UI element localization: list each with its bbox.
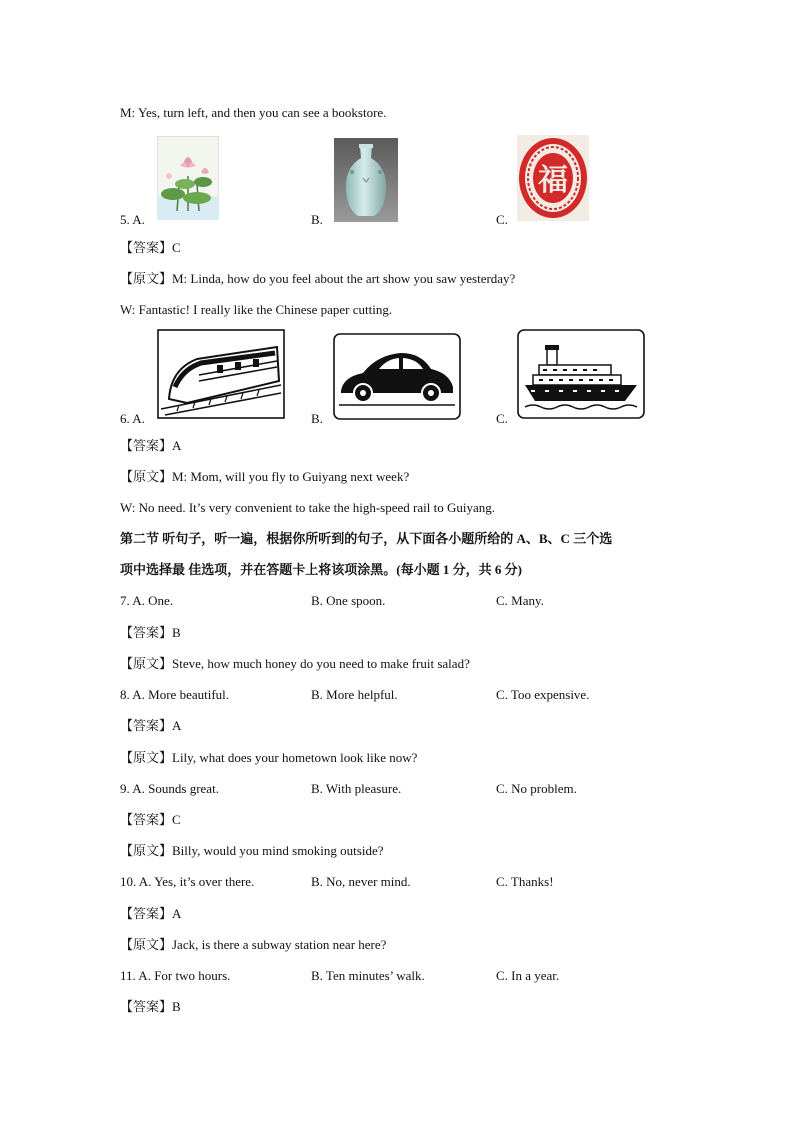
q10-answer: 【答案】A: [120, 906, 182, 921]
q10-option-a: 10. A. Yes, it’s over there.: [120, 874, 255, 889]
q6-transcript: 【原文】M: Mom, will you fly to Guiyang next week?: [120, 469, 410, 484]
q7-option-a: 7. A. One.: [120, 593, 174, 608]
q8-transcript: 【原文】Lily, what does your hometown look like now?: [120, 750, 418, 765]
q6-option-c: C.: [496, 411, 508, 426]
q11-option-a: 11. A. For two hours.: [120, 968, 231, 983]
q4-dialogue-tail: M: Yes, turn left, and then you can see a bookstore.: [120, 105, 387, 120]
q8-option-a: 8. A. More beautiful.: [120, 687, 230, 702]
q6-option-a: 6. A.: [120, 411, 145, 426]
q9-answer: 【答案】C: [120, 812, 181, 827]
q9-option-c: C. No problem.: [496, 781, 577, 796]
q6-option-b: B.: [311, 411, 323, 426]
q7-option-c: C. Many.: [496, 593, 544, 608]
q5-reply: W: Fantastic! I really like the Chinese paper cutting.: [120, 302, 393, 317]
q10-transcript: 【原文】Jack, is there a subway station near here?: [120, 937, 387, 952]
q7-option-b: B. One spoon.: [311, 593, 386, 608]
high-speed-train-image: [157, 329, 285, 419]
q8-option-b: B. More helpful.: [311, 687, 398, 702]
paper-cutting-fu-image: [517, 135, 589, 221]
q5-option-b: B.: [311, 212, 323, 227]
q6-answer: 【答案】A: [120, 438, 182, 453]
section2-instructions-line2: 项中选择最 佳选项，并在答题卡上将该项涂黑。(每小题 1 分，共 6 分): [120, 562, 522, 577]
ship-image: [517, 329, 645, 419]
q5-transcript: 【原文】M: Linda, how do you feel about the art show you saw yesterday?: [120, 271, 516, 286]
car-image: [333, 333, 461, 420]
porcelain-vase-image: [334, 138, 398, 222]
q7-transcript: 【原文】Steve, how much honey do you need to make fruit salad?: [120, 656, 470, 671]
q11-option-b: B. Ten minutes’ walk.: [311, 968, 425, 983]
q8-answer: 【答案】A: [120, 718, 182, 733]
q5-option-a: 5. A.: [120, 212, 145, 227]
q9-option-a: 9. A. Sounds great.: [120, 781, 219, 796]
q7-answer: 【答案】B: [120, 625, 181, 640]
q10-option-b: B. No, never mind.: [311, 874, 411, 889]
q5-option-c: C.: [496, 212, 508, 227]
q5-answer: 【答案】C: [120, 240, 181, 255]
q6-reply: W: No need. It’s very convenient to take the high-speed rail to Guiyang.: [120, 500, 495, 515]
q10-option-c: C. Thanks!: [496, 874, 554, 889]
fu-character: 福: [538, 163, 568, 198]
q11-option-c: C. In a year.: [496, 968, 560, 983]
q11-answer: 【答案】B: [120, 999, 181, 1014]
lotus-painting-image: [157, 136, 219, 220]
section2-instructions-line1: 第二节 听句子，听一遍，根据你所听到的句子，从下面各小题所给的 A、B、C 三个选: [120, 531, 613, 546]
q8-option-c: C. Too expensive.: [496, 687, 590, 702]
q9-option-b: B. With pleasure.: [311, 781, 402, 796]
q9-transcript: 【原文】Billy, would you mind smoking outside?: [120, 843, 384, 858]
